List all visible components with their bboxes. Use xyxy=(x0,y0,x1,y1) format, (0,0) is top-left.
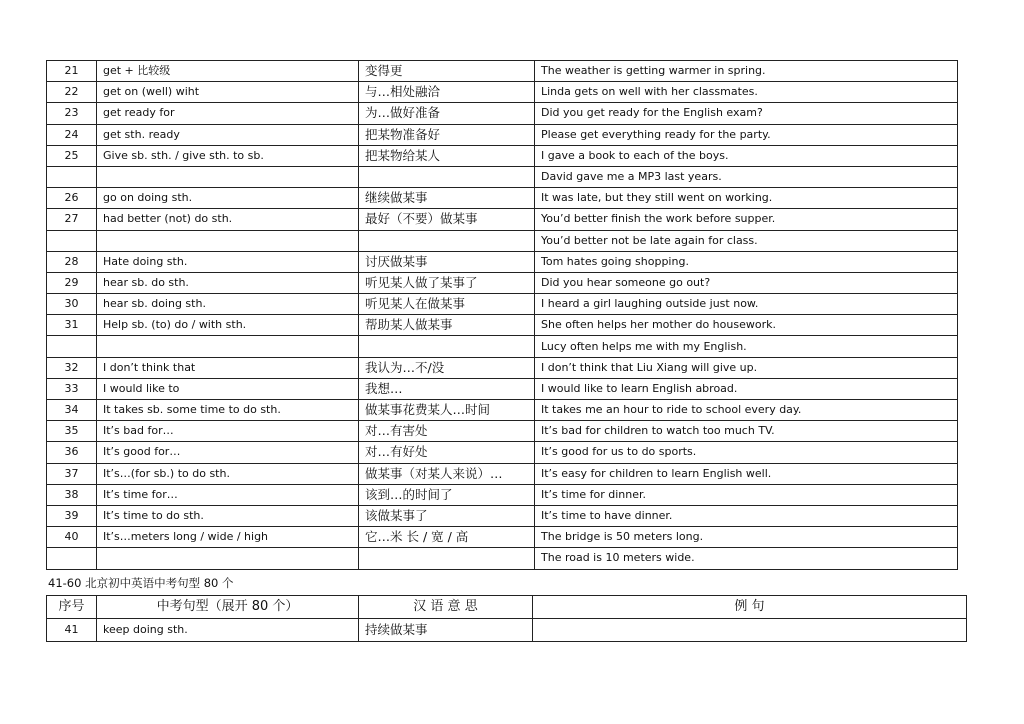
example-cell: Please get everything ready for the party. xyxy=(535,124,958,145)
row-number xyxy=(47,336,97,357)
table-row xyxy=(47,61,958,82)
sentence-pattern-table-continued xyxy=(46,595,967,642)
pattern-cell: I would like to xyxy=(97,378,359,399)
row-number: 25 xyxy=(47,145,97,166)
pattern-cell: Hate doing sth. xyxy=(97,251,359,272)
meaning-cell: 讨厌做某事 xyxy=(359,251,535,272)
example-cell: You’d better not be late again for class. xyxy=(535,230,958,251)
meaning-cell: 对…有好处 xyxy=(359,442,535,463)
header-num: 序号 xyxy=(47,596,97,619)
example-cell: I gave a book to each of the boys. xyxy=(535,145,958,166)
example-cell: It’s bad for children to watch too much TV. xyxy=(535,421,958,442)
row-number xyxy=(47,230,97,251)
pattern-cell xyxy=(97,230,359,251)
meaning-cell: 我想… xyxy=(359,378,535,399)
example-cell: It was late, but they still went on working. xyxy=(535,188,958,209)
row-number: 23 xyxy=(47,103,97,124)
row-number xyxy=(47,548,97,569)
meaning-cell: 做某事（对某人来说）… xyxy=(359,463,535,484)
row-number: 35 xyxy=(47,421,97,442)
meaning-cell xyxy=(359,336,535,357)
table-body xyxy=(47,61,958,570)
meaning-cell xyxy=(359,230,535,251)
pattern-cell: It’s time to do sth. xyxy=(97,505,359,526)
table-row xyxy=(47,463,958,484)
row-number: 21 xyxy=(47,61,97,82)
table-row xyxy=(47,442,958,463)
row-number: 28 xyxy=(47,251,97,272)
table-row xyxy=(47,230,958,251)
example-cell: Did you get ready for the English exam? xyxy=(535,103,958,124)
row-number: 31 xyxy=(47,315,97,336)
section-caption: 41-60 北京初中英语中考句型 80 个 xyxy=(48,576,234,590)
example-cell: The weather is getting warmer in spring. xyxy=(535,61,958,82)
table-row xyxy=(47,400,958,421)
table-row xyxy=(47,336,958,357)
row-number: 33 xyxy=(47,378,97,399)
pattern-cell xyxy=(97,166,359,187)
table-row xyxy=(47,527,958,548)
pattern-cell: It’s time for… xyxy=(97,484,359,505)
pattern-cell: It’s bad for… xyxy=(97,421,359,442)
header-row xyxy=(47,596,967,619)
example-cell: It’s time to have dinner. xyxy=(535,505,958,526)
meaning-cell: 把某物准备好 xyxy=(359,124,535,145)
meaning-cell: 它…米 长 / 宽 / 高 xyxy=(359,527,535,548)
meaning-cell: 对…有害处 xyxy=(359,421,535,442)
row-number: 32 xyxy=(47,357,97,378)
example-cell: I don’t think that Liu Xiang will give up. xyxy=(535,357,958,378)
table-row xyxy=(47,548,958,569)
meaning-cell: 我认为…不/没 xyxy=(359,357,535,378)
pattern-cell: It’s good for… xyxy=(97,442,359,463)
example-cell: You’d better finish the work before supper. xyxy=(535,209,958,230)
pattern-cell: I don’t think that xyxy=(97,357,359,378)
pattern-cell: It’s…(for sb.) to do sth. xyxy=(97,463,359,484)
row-number: 26 xyxy=(47,188,97,209)
meaning-cell: 该做某事了 xyxy=(359,505,535,526)
meaning-cell: 最好（不要）做某事 xyxy=(359,209,535,230)
table-row xyxy=(47,421,958,442)
meaning-cell: 帮助某人做某事 xyxy=(359,315,535,336)
table-row xyxy=(47,315,958,336)
pattern-cell: keep doing sth. xyxy=(97,619,359,642)
table-row xyxy=(47,209,958,230)
table-row xyxy=(47,378,958,399)
pattern-cell: It’s…meters long / wide / high xyxy=(97,527,359,548)
meaning-cell: 做某事花费某人…时间 xyxy=(359,400,535,421)
row-number: 30 xyxy=(47,294,97,315)
pattern-cell: go on doing sth. xyxy=(97,188,359,209)
pattern-cell: get on (well) wiht xyxy=(97,82,359,103)
meaning-cell: 为…做好准备 xyxy=(359,103,535,124)
row-number: 37 xyxy=(47,463,97,484)
example-cell: Did you hear someone go out? xyxy=(535,272,958,293)
meaning-cell: 继续做某事 xyxy=(359,188,535,209)
meaning-cell: 变得更 xyxy=(359,61,535,82)
row-number: 41 xyxy=(47,619,97,642)
pattern-cell: hear sb. do sth. xyxy=(97,272,359,293)
pattern-cell: get ready for xyxy=(97,103,359,124)
meaning-cell: 与…相处融洽 xyxy=(359,82,535,103)
example-cell: It’s time for dinner. xyxy=(535,484,958,505)
meaning-cell xyxy=(359,548,535,569)
table-row xyxy=(47,188,958,209)
meaning-cell xyxy=(359,166,535,187)
example-cell: Tom hates going shopping. xyxy=(535,251,958,272)
pattern-cell: Give sb. sth. / give sth. to sb. xyxy=(97,145,359,166)
meaning-cell: 该到…的时间了 xyxy=(359,484,535,505)
row-number: 22 xyxy=(47,82,97,103)
header-meaning: 汉 语 意 思 xyxy=(359,596,533,619)
table-row xyxy=(47,145,958,166)
pattern-cell: It takes sb. some time to do sth. xyxy=(97,400,359,421)
example-cell: Linda gets on well with her classmates. xyxy=(535,82,958,103)
pattern-cell xyxy=(97,336,359,357)
table-row xyxy=(47,166,958,187)
example-cell: It’s easy for children to learn English well. xyxy=(535,463,958,484)
example-cell: The bridge is 50 meters long. xyxy=(535,527,958,548)
row-number xyxy=(47,166,97,187)
table-row xyxy=(47,619,967,642)
row-number: 29 xyxy=(47,272,97,293)
example-cell xyxy=(533,619,967,642)
pattern-cell: get sth. ready xyxy=(97,124,359,145)
row-number: 38 xyxy=(47,484,97,505)
table-row xyxy=(47,505,958,526)
table-row xyxy=(47,82,958,103)
pattern-cell xyxy=(97,548,359,569)
header-pattern: 中考句型（展开 80 个） xyxy=(97,596,359,619)
example-cell: I would like to learn English abroad. xyxy=(535,378,958,399)
table-row xyxy=(47,103,958,124)
table-row xyxy=(47,484,958,505)
example-cell: Lucy often helps me with my English. xyxy=(535,336,958,357)
row-number: 34 xyxy=(47,400,97,421)
example-cell: It’s good for us to do sports. xyxy=(535,442,958,463)
pattern-cell: get + 比较级 xyxy=(97,61,359,82)
meaning-cell: 持续做某事 xyxy=(359,619,533,642)
table-row xyxy=(47,357,958,378)
meaning-cell: 听见某人在做某事 xyxy=(359,294,535,315)
meaning-cell: 听见某人做了某事了 xyxy=(359,272,535,293)
table-row xyxy=(47,124,958,145)
pattern-cell: Help sb. (to) do / with sth. xyxy=(97,315,359,336)
row-number: 39 xyxy=(47,505,97,526)
pattern-cell: had better (not) do sth. xyxy=(97,209,359,230)
table-body-continued xyxy=(47,619,967,642)
sentence-pattern-table xyxy=(46,60,958,570)
example-cell: She often helps her mother do housework. xyxy=(535,315,958,336)
table-row xyxy=(47,294,958,315)
example-cell: David gave me a MP3 last years. xyxy=(535,166,958,187)
row-number: 40 xyxy=(47,527,97,548)
example-cell: The road is 10 meters wide. xyxy=(535,548,958,569)
header-example: 例 句 xyxy=(533,596,967,619)
example-cell: I heard a girl laughing outside just now. xyxy=(535,294,958,315)
meaning-cell: 把某物给某人 xyxy=(359,145,535,166)
example-cell: It takes me an hour to ride to school every day. xyxy=(535,400,958,421)
row-number: 24 xyxy=(47,124,97,145)
table-row xyxy=(47,272,958,293)
row-number: 36 xyxy=(47,442,97,463)
row-number: 27 xyxy=(47,209,97,230)
table-row xyxy=(47,251,958,272)
pattern-cell: hear sb. doing sth. xyxy=(97,294,359,315)
